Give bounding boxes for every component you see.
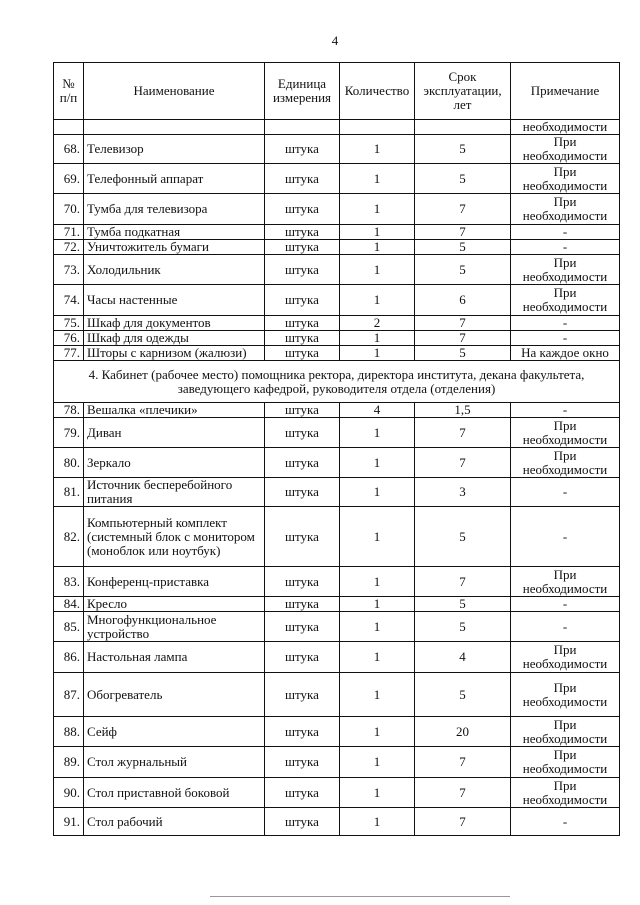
cell-num: 72. bbox=[54, 240, 84, 255]
cell-note: - bbox=[511, 507, 620, 567]
cell-note: При необходимости bbox=[511, 717, 620, 747]
header-name: Наименование bbox=[84, 63, 265, 120]
cell-life: 5 bbox=[415, 135, 511, 164]
cell-life: 3 bbox=[415, 478, 511, 507]
cell-num: 73. bbox=[54, 255, 84, 285]
cell-name bbox=[84, 120, 265, 135]
table-row bbox=[54, 673, 620, 717]
cell-name: Источник бесперебойного питания bbox=[84, 478, 265, 507]
cell-qty: 1 bbox=[340, 346, 415, 361]
cell-qty: 1 bbox=[340, 567, 415, 597]
cell-unit: штука bbox=[265, 747, 340, 778]
cell-qty: 1 bbox=[340, 240, 415, 255]
cell-unit: штука bbox=[265, 448, 340, 478]
cell-name: Шкаф для одежды bbox=[84, 331, 265, 346]
cell-note: При необходимости bbox=[511, 448, 620, 478]
cell-unit bbox=[265, 120, 340, 135]
cell-name: Часы настенные bbox=[84, 285, 265, 316]
cell-name: Телефонный аппарат bbox=[84, 164, 265, 194]
table-row bbox=[54, 642, 620, 673]
cell-unit: штука bbox=[265, 403, 340, 418]
cell-name: Стол журнальный bbox=[84, 747, 265, 778]
cell-num: 70. bbox=[54, 194, 84, 225]
cell-qty bbox=[340, 120, 415, 135]
table-row bbox=[54, 164, 620, 194]
cell-note: При необходимости bbox=[511, 673, 620, 717]
cell-life: 5 bbox=[415, 164, 511, 194]
cell-name: Холодильник bbox=[84, 255, 265, 285]
header-qty: Количество bbox=[340, 63, 415, 120]
cell-num bbox=[54, 120, 84, 135]
cell-life: 5 bbox=[415, 346, 511, 361]
cell-qty: 4 bbox=[340, 403, 415, 418]
cell-life: 20 bbox=[415, 717, 511, 747]
cell-num: 90. bbox=[54, 778, 84, 808]
cell-life bbox=[415, 120, 511, 135]
cell-num: 78. bbox=[54, 403, 84, 418]
cell-num: 82. bbox=[54, 507, 84, 567]
cell-life: 7 bbox=[415, 448, 511, 478]
cell-life: 7 bbox=[415, 331, 511, 346]
cell-qty: 1 bbox=[340, 418, 415, 448]
cell-qty: 1 bbox=[340, 597, 415, 612]
table-row bbox=[54, 346, 620, 361]
cell-unit: штука bbox=[265, 808, 340, 836]
cell-qty: 1 bbox=[340, 285, 415, 316]
table-row bbox=[54, 331, 620, 346]
table-row bbox=[54, 567, 620, 597]
table-row bbox=[54, 778, 620, 808]
cell-num: 84. bbox=[54, 597, 84, 612]
table-row bbox=[54, 403, 620, 418]
table-row bbox=[54, 225, 620, 240]
cell-note: - bbox=[511, 612, 620, 642]
cell-life: 5 bbox=[415, 240, 511, 255]
cell-name: Кресло bbox=[84, 597, 265, 612]
cell-name: Конференц-приставка bbox=[84, 567, 265, 597]
table-row bbox=[54, 507, 620, 567]
table-row bbox=[54, 135, 620, 164]
cell-num: 88. bbox=[54, 717, 84, 747]
cell-name: Уничтожитель бумаги bbox=[84, 240, 265, 255]
cell-unit: штука bbox=[265, 673, 340, 717]
cell-note: - bbox=[511, 808, 620, 836]
cell-qty: 1 bbox=[340, 673, 415, 717]
cell-unit: штука bbox=[265, 346, 340, 361]
cell-life: 7 bbox=[415, 418, 511, 448]
cell-note: - bbox=[511, 403, 620, 418]
table-body bbox=[54, 120, 620, 836]
table-row bbox=[54, 418, 620, 448]
cell-life: 7 bbox=[415, 194, 511, 225]
cell-unit: штука bbox=[265, 642, 340, 673]
cell-name: Обогреватель bbox=[84, 673, 265, 717]
cell-name: Тумба подкатная bbox=[84, 225, 265, 240]
cell-note: При необходимости bbox=[511, 194, 620, 225]
cell-num: 85. bbox=[54, 612, 84, 642]
cell-name: Телевизор bbox=[84, 135, 265, 164]
header-row bbox=[54, 63, 620, 120]
table-row bbox=[54, 808, 620, 836]
cell-qty: 1 bbox=[340, 612, 415, 642]
cell-note: - bbox=[511, 240, 620, 255]
cell-qty: 1 bbox=[340, 778, 415, 808]
cell-qty: 1 bbox=[340, 642, 415, 673]
cell-num: 83. bbox=[54, 567, 84, 597]
cell-unit: штука bbox=[265, 316, 340, 331]
cell-unit: штука bbox=[265, 778, 340, 808]
cell-unit: штука bbox=[265, 567, 340, 597]
cell-note: При необходимости bbox=[511, 255, 620, 285]
cell-unit: штука bbox=[265, 225, 340, 240]
section-row bbox=[54, 361, 620, 403]
header-num: № п/п bbox=[54, 63, 84, 120]
cell-name: Настольная лампа bbox=[84, 642, 265, 673]
cell-name: Шторы с карнизом (жалюзи) bbox=[84, 346, 265, 361]
cell-life: 5 bbox=[415, 507, 511, 567]
cell-qty: 1 bbox=[340, 448, 415, 478]
cell-num: 69. bbox=[54, 164, 84, 194]
cell-note: - bbox=[511, 316, 620, 331]
cell-name: Тумба для телевизора bbox=[84, 194, 265, 225]
cell-name: Шкаф для документов bbox=[84, 316, 265, 331]
cell-note: При необходимости bbox=[511, 567, 620, 597]
cell-num: 68. bbox=[54, 135, 84, 164]
header-note: Примечание bbox=[511, 63, 620, 120]
table-row bbox=[54, 747, 620, 778]
cell-name: Зеркало bbox=[84, 448, 265, 478]
cell-note: - bbox=[511, 597, 620, 612]
cell-note: При необходимости bbox=[511, 747, 620, 778]
cell-qty: 1 bbox=[340, 478, 415, 507]
cell-unit: штука bbox=[265, 331, 340, 346]
cell-qty: 1 bbox=[340, 135, 415, 164]
cell-life: 7 bbox=[415, 567, 511, 597]
scan-edge-line bbox=[210, 896, 510, 897]
cell-num: 80. bbox=[54, 448, 84, 478]
table-row bbox=[54, 194, 620, 225]
cell-unit: штука bbox=[265, 164, 340, 194]
cell-qty: 1 bbox=[340, 747, 415, 778]
cell-life: 4 bbox=[415, 642, 511, 673]
cell-num: 86. bbox=[54, 642, 84, 673]
table-row bbox=[54, 597, 620, 612]
cell-num: 81. bbox=[54, 478, 84, 507]
cell-note: На каждое окно bbox=[511, 346, 620, 361]
cell-life: 5 bbox=[415, 673, 511, 717]
equipment-table bbox=[53, 62, 620, 836]
cell-qty: 1 bbox=[340, 808, 415, 836]
cell-unit: штука bbox=[265, 507, 340, 567]
cell-num: 76. bbox=[54, 331, 84, 346]
cell-note: необходимости bbox=[511, 120, 620, 135]
cell-life: 5 bbox=[415, 255, 511, 285]
cell-name: Многофункциональное устройство bbox=[84, 612, 265, 642]
table-row bbox=[54, 255, 620, 285]
cell-note: При необходимости bbox=[511, 642, 620, 673]
cell-unit: штука bbox=[265, 612, 340, 642]
cell-life: 7 bbox=[415, 225, 511, 240]
cell-qty: 1 bbox=[340, 255, 415, 285]
cell-qty: 1 bbox=[340, 164, 415, 194]
cell-qty: 1 bbox=[340, 331, 415, 346]
cell-note: При необходимости bbox=[511, 285, 620, 316]
cell-unit: штука bbox=[265, 255, 340, 285]
header-unit: Единица измерения bbox=[265, 63, 340, 120]
cell-qty: 1 bbox=[340, 717, 415, 747]
table-row bbox=[54, 612, 620, 642]
cell-qty: 2 bbox=[340, 316, 415, 331]
cell-num: 77. bbox=[54, 346, 84, 361]
cell-life: 6 bbox=[415, 285, 511, 316]
cell-unit: штука bbox=[265, 135, 340, 164]
cell-num: 75. bbox=[54, 316, 84, 331]
page-number: 4 bbox=[331, 33, 339, 48]
cell-name: Сейф bbox=[84, 717, 265, 747]
table-row bbox=[54, 478, 620, 507]
cell-note: При необходимости bbox=[511, 418, 620, 448]
cell-num: 74. bbox=[54, 285, 84, 316]
cell-qty: 1 bbox=[340, 194, 415, 225]
cell-note: При необходимости bbox=[511, 164, 620, 194]
cell-note: При необходимости bbox=[511, 135, 620, 164]
cell-life: 1,5 bbox=[415, 403, 511, 418]
cell-qty: 1 bbox=[340, 225, 415, 240]
cell-note: - bbox=[511, 478, 620, 507]
table-row bbox=[54, 717, 620, 747]
cell-name: Вешалка «плечики» bbox=[84, 403, 265, 418]
cell-life: 7 bbox=[415, 808, 511, 836]
cell-note: При необходимости bbox=[511, 778, 620, 808]
cell-num: 87. bbox=[54, 673, 84, 717]
cell-unit: штука bbox=[265, 194, 340, 225]
cell-unit: штука bbox=[265, 597, 340, 612]
continuation-row bbox=[54, 120, 620, 135]
cell-num: 71. bbox=[54, 225, 84, 240]
cell-name: Диван bbox=[84, 418, 265, 448]
cell-name: Стол рабочий bbox=[84, 808, 265, 836]
cell-life: 7 bbox=[415, 747, 511, 778]
cell-life: 7 bbox=[415, 316, 511, 331]
cell-num: 91. bbox=[54, 808, 84, 836]
table-row bbox=[54, 285, 620, 316]
cell-life: 7 bbox=[415, 778, 511, 808]
cell-unit: штука bbox=[265, 478, 340, 507]
cell-life: 5 bbox=[415, 612, 511, 642]
cell-num: 79. bbox=[54, 418, 84, 448]
section-title: 4. Кабинет (рабочее место) помощника ректора, директора института, декана факультета, заведующего кафедрой, руководителя отдела (отделения) bbox=[54, 361, 620, 403]
header-life: Срок эксплуатации, лет bbox=[415, 63, 511, 120]
cell-unit: штука bbox=[265, 418, 340, 448]
cell-unit: штука bbox=[265, 285, 340, 316]
cell-num: 89. bbox=[54, 747, 84, 778]
cell-note: - bbox=[511, 225, 620, 240]
table-row bbox=[54, 448, 620, 478]
cell-unit: штука bbox=[265, 717, 340, 747]
table-row bbox=[54, 240, 620, 255]
cell-name: Стол приставной боковой bbox=[84, 778, 265, 808]
table-row bbox=[54, 316, 620, 331]
cell-name: Компьютерный комплект (системный блок с монитором (моноблок или ноутбук) bbox=[84, 507, 265, 567]
cell-life: 5 bbox=[415, 597, 511, 612]
cell-note: - bbox=[511, 331, 620, 346]
cell-unit: штука bbox=[265, 240, 340, 255]
cell-qty: 1 bbox=[340, 507, 415, 567]
